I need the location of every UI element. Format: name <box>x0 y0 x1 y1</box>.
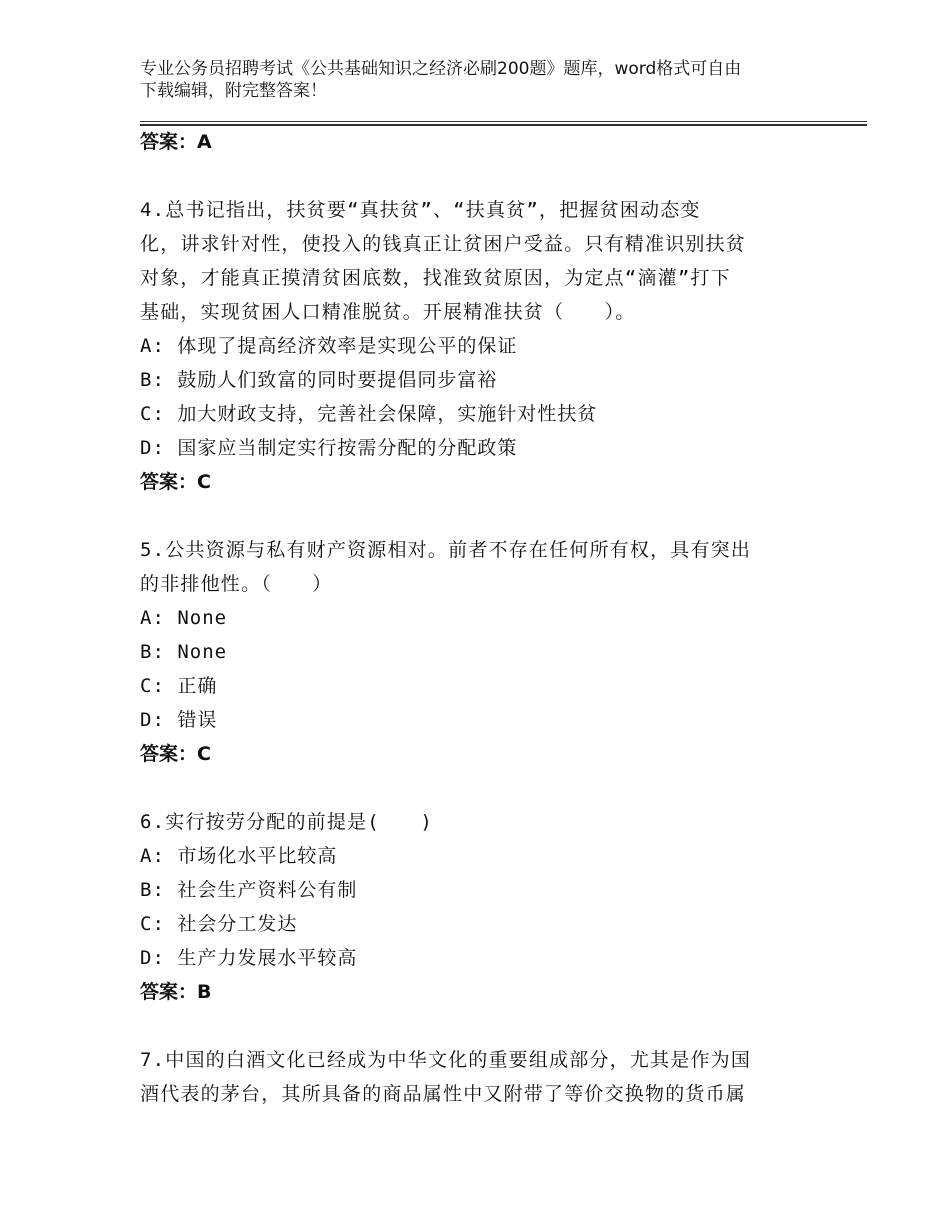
option-b: B: 鼓励人们致富的同时要提倡同步富裕 <box>140 369 498 391</box>
header-line-1: 专业公务员招聘考试《公共基础知识之经济必刷200题》题库，word格式可自由 <box>140 59 742 79</box>
option-a: A: None <box>140 607 228 629</box>
option-d: D: 生产力发展水平较高 <box>140 947 358 969</box>
answer-label: 答案：B <box>140 981 212 1003</box>
option-a: A: 体现了提高经济效率是实现公平的保证 <box>140 335 518 357</box>
question-stem-line: 化，讲求针对性，使投入的钱真正让贫困户受益。只有精准识别扶贫 <box>140 233 747 255</box>
option-a: A: 市场化水平比较高 <box>140 845 338 867</box>
option-d: D: 国家应当制定实行按需分配的分配政策 <box>140 437 518 459</box>
question-7 <box>140 1043 800 1111</box>
option-c: C: 社会分工发达 <box>140 913 298 935</box>
question-stem-line: 5.公共资源与私有财产资源相对。前者不存在任何所有权，具有突出 <box>140 539 752 561</box>
answer-label: 答案：C <box>140 471 211 493</box>
question-stem-line: 基础，实现贫困人口精准脱贫。开展精准扶贫（ ）。 <box>140 301 636 323</box>
question-stem-line: 的非排他性。（ ） <box>140 573 333 595</box>
header-line-2: 下载编辑，附完整答案！ <box>140 81 327 101</box>
answer-label: 答案：C <box>140 743 211 765</box>
question-6 <box>140 805 800 1009</box>
question-stem-line: 4.总书记指出，扶贫要“真扶贫”、“扶真贫”，把握贫困动态变 <box>140 199 701 221</box>
spacer <box>140 771 800 805</box>
option-c: C: 加大财政支持，完善社会保障，实施针对性扶贫 <box>140 403 598 425</box>
option-b: B: None <box>140 641 228 663</box>
option-d: D: 错误 <box>140 709 218 731</box>
answer-label: 答案：A <box>140 131 212 153</box>
question-stem-line: 酒代表的茅台，其所具备的商品属性中又附带了等价交换物的货币属 <box>140 1083 747 1105</box>
document-body <box>140 125 800 1111</box>
option-c: C: 正确 <box>140 675 218 697</box>
question-stem-line: 对象，才能真正摸清贫困底数，找准致贫原因，为定点“滴灌”打下 <box>140 267 731 289</box>
document-header <box>140 58 830 102</box>
spacer <box>140 1009 800 1043</box>
question-stem-line: 7.中国的白酒文化已经成为中华文化的重要组成部分，尤其是作为国 <box>140 1049 752 1071</box>
spacer <box>140 499 800 533</box>
question-4 <box>140 193 800 499</box>
spacer <box>140 159 800 193</box>
option-b: B: 社会生产资料公有制 <box>140 879 358 901</box>
question-stem-line: 6.实行按劳分配的前提是( ) <box>140 811 433 833</box>
question-5 <box>140 533 800 771</box>
